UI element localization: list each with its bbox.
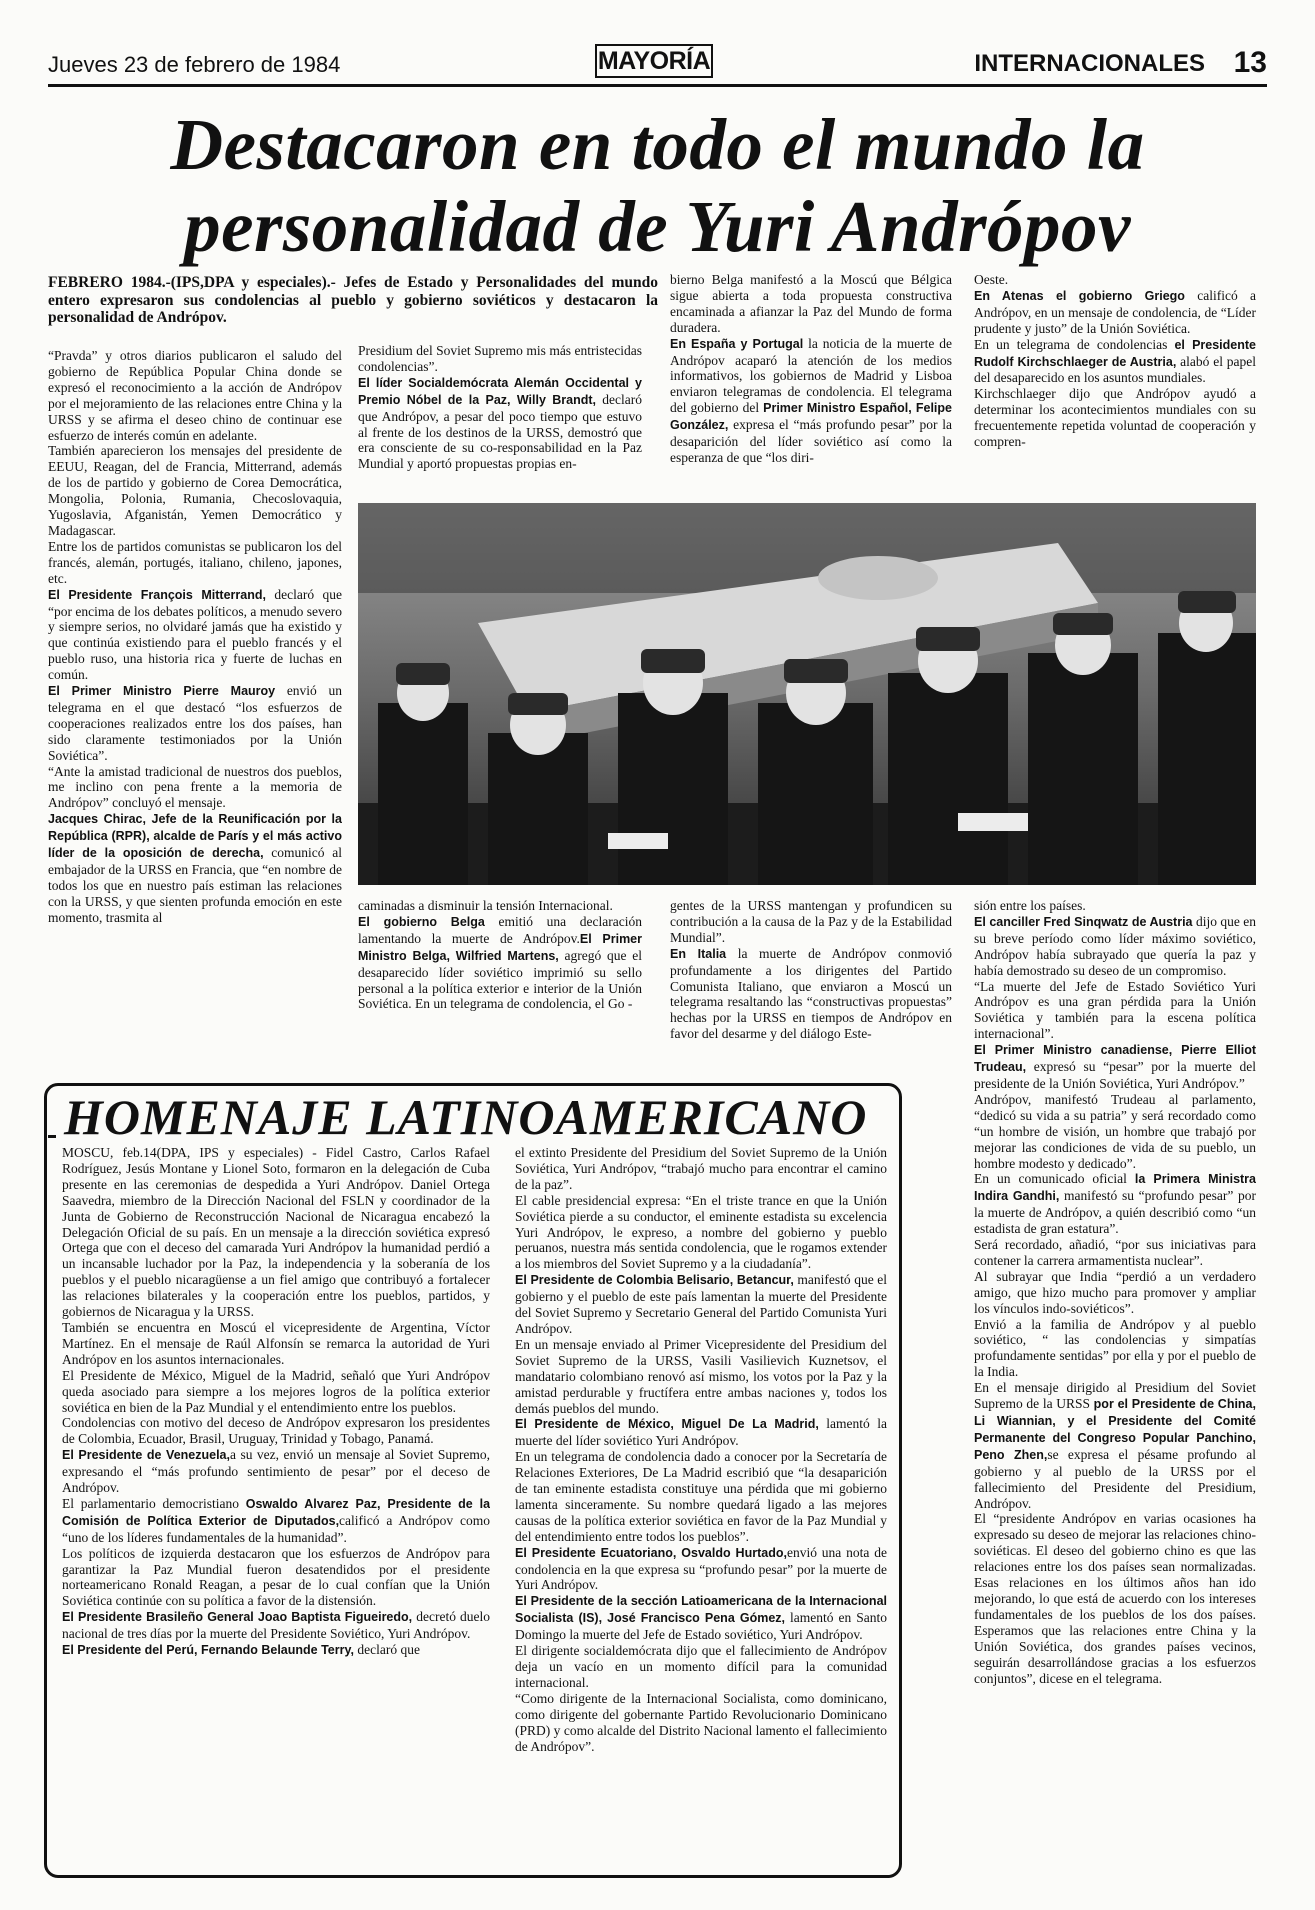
- bold-lead-in: El Presidente del Perú, Fernando Belaunde Terry,: [62, 1643, 354, 1658]
- section-name: INTERNACIONALES: [974, 50, 1205, 77]
- paragraph-text: declaró que Andrópov, a pesar del poco tiempo que estuvo al frente de los destinos de la URSS, demostró que era consciente de su co-responsabilidad en la Paz Mundial y aportó propuestas propias en-: [358, 391, 642, 472]
- paragraph: [62, 1447, 490, 1496]
- paragraph: Los políticos de izquierda destacaron que los esfuerzos de Andrópov para garantizar la Paz Mundial fueron desatendidos por el presidente norteamericano Ronald Reagan, a pesar de lo cual confían que la Unión Soviética continúe con su política a favor de la distensión.: [62, 1545, 490, 1609]
- paragraph: [48, 587, 342, 683]
- page-number: 13: [1233, 46, 1267, 79]
- homenaje-column-2: [515, 1145, 887, 1867]
- paragraph: [515, 1593, 887, 1643]
- bold-lead-in: El Presidente de Venezuela,: [62, 1448, 230, 1463]
- photo-illustration: [358, 503, 1256, 885]
- article-lead: FEBRERO 1984.-(IPS,DPA y especiales).- Jefes de Estado y Personalidades del mundo entero expresaron sus condolencias al pueblo y gobierno soviéticos y destacaron la personalidad de Andrópov.: [48, 274, 658, 326]
- bold-lead-in: En Atenas el gobierno Griego: [974, 288, 1185, 303]
- column-3-bottom: [670, 898, 952, 1066]
- bold-lead-in: Primer Ministro Español, Felipe González,: [670, 401, 952, 433]
- bold-lead-in: El Presidente Brasileño General Joao Baptista Figueiredo,: [62, 1610, 413, 1625]
- paragraph: caminadas a disminuir la tensión Internacional.: [358, 898, 613, 913]
- column-1: [48, 348, 342, 1068]
- paragraph: “Ante la amistad tradicional de nuestros dos pueblos, me inclino con pena frente a la memoria de Andrópov” concluyó el mensaje.: [48, 763, 342, 811]
- bold-lead-in: El líder Socialdemócrata Alemán Occidental y Premio Nóbel de la Paz, Willy Brandt,: [358, 375, 642, 407]
- paragraph: [974, 914, 1256, 979]
- paragraph-text: comunicó al embajador de la URSS en Francia, que “en nombre de todos los que en nuestro país estiman las relaciones con la URSS, y que sienten profunda emoción en este momento, trasmita al: [48, 845, 342, 925]
- paragraph: [515, 1416, 887, 1449]
- bold-lead-in: Oswaldo Alvarez Paz, Presidente de la Comisión de Política Exterior de Diputados,: [62, 1496, 490, 1528]
- paragraph: Condolencias con motivo del deceso de Andrópov expresaron los presidentes de Colombia, Ecuador, Brasil, Uruguay, Trinidad y Tobago, Panamá.: [62, 1415, 490, 1447]
- homenaje-column-1: [62, 1145, 490, 1867]
- paragraph: También se encuentra en Moscú el vicepresidente de Argentina, Víctor Martínez. En el mensaje de Raúl Alfonsín se remarca la autoridad de Yuri Andrópov en los asuntos internacionales.: [62, 1319, 490, 1367]
- paragraph: [48, 683, 342, 764]
- paragraph: [62, 1609, 490, 1642]
- paragraph-text: declaró que “por encima de los debates políticos, a menudo severo y siempre serios, no olvidaré jamás que ha existido y que continúa existiendo para el pueblo francés y el pueblo ruso, una historia rica y fuerte de luchas en común.: [48, 586, 342, 683]
- paragraph-text: alabó el papel del desaparecido en los asuntos mundiales.: [974, 353, 1256, 386]
- paragraph-text: En un comunicado oficial: [974, 1171, 1127, 1187]
- bold-lead-in: El Presidente Ecuatoriano, Osvaldo Hurtado,: [515, 1545, 787, 1560]
- paragraph-text: la muerte de Andrópov conmovió profundamente a los dirigentes del Partido Comunista Italiano, que enviaron a Moscú un telegrama resaltando las “constructivas propuestas” hechas por la URSS en tiempos de Andrópov en favor del desarme y del diálogo Este-: [670, 945, 952, 1042]
- paragraph: [515, 1272, 887, 1337]
- bold-lead-in: el Presidente Rudolf Kirchschlaeger de Austria,: [974, 337, 1256, 369]
- paragraph: [48, 811, 342, 925]
- article-headline: [60, 104, 1255, 268]
- paragraph: En un mensaje enviado al Primer Vicepresidente del Presidium del Soviet Supremo de la URSS, Vasili Vasilievich Kuznetsov, el mandatario colombiano renovó así mismo, los votos por la Paz y la amistad perdurable y fructífera entre ambas naciones y, todos los demás pueblos del mundo.: [515, 1336, 887, 1416]
- paragraph-text: decretó duelo nacional de tres días por la muerte del Presidente Soviético, Yuri Andrópov.: [62, 1609, 490, 1642]
- paragraph: [974, 1380, 1256, 1511]
- column-3-top: [670, 272, 952, 494]
- bold-lead-in: En Italia: [670, 946, 727, 961]
- paragraph: Entre los de partidos comunistas se publicaron los del francés, alemán, portugés, italiano, chileno, japones, etc.: [48, 538, 342, 586]
- page-header: [48, 48, 1267, 87]
- paragraph: [974, 288, 1256, 337]
- bold-lead-in: la Primera Ministra Indira Gandhi,: [974, 1172, 1256, 1204]
- paragraph: [670, 336, 952, 466]
- paragraph: Al subrayar que India “perdió a un verdadero amigo, que hizo mucho para promover y ampliar los vínculos indo-soviéticos”.: [974, 1268, 1256, 1316]
- paragraph: [358, 914, 642, 1012]
- paragraph: “La muerte del Jefe de Estado Soviético Yuri Andrópov es una gran pérdida para la Unión Soviética y también para la escena política internacional”.: [974, 978, 1256, 1042]
- paragraph-text: expresó su “pesar” por la muerte del presidente de la Unión Soviética, Yuri Andrópov.”: [974, 1059, 1256, 1091]
- paragraph: sión entre los países.: [974, 898, 1086, 913]
- paragraph: [62, 1496, 490, 1546]
- paragraph: [974, 337, 1256, 387]
- paragraph-text: En el mensaje dirigido al Presidium del Soviet Supremo de la URSS: [974, 1380, 1256, 1412]
- paragraph-text: dijo que en su breve período como líder máximo soviético, Andrópov había subrayado que quería la paz y había demostrado su deseo de un compromiso.: [974, 913, 1256, 978]
- bold-lead-in: Jacques Chirac, Jefe de la Reunificación por la República (RPR), alcalde de París y el más activo líder de la oposición de derecha,: [48, 812, 342, 861]
- paragraph: Kirchschlaeger dijo que Andrópov ayudó a determinar los acontecimientos mundiales con su frecuentemente repetida voluntad de cooperación y compren-: [974, 386, 1256, 450]
- headline-line-2: personalidad de Yuri Andrópov: [184, 186, 1131, 267]
- bold-lead-in: El Presidente François Mitterrand,: [48, 587, 266, 602]
- bold-lead-in: El canciller Fred Sinqwatz de Austria: [974, 914, 1193, 929]
- bold-lead-in: por el Presidente de China, Li Wiannian, y el Presidente del Comité Permanente del Congreso Popular Panchino, Peno Zhen,: [974, 1397, 1256, 1462]
- bold-lead-in: En España y Portugal: [670, 336, 804, 351]
- bold-lead-in: El Presidente de Colombia Belisario, Betancur,: [515, 1273, 794, 1288]
- column-4-top: [974, 272, 1256, 494]
- paragraph-text: se expresa el pésame profundo al gobierno y al pueblo de la URSS por el fallecimiento del Presidente del Presidium, Andrópov.: [974, 1446, 1256, 1511]
- paragraph-text: expresa el “más profundo pesar” por la desaparición del líder soviético así como la esperanza de que “los diri-: [670, 417, 952, 465]
- funeral-photo: [358, 503, 1256, 885]
- paragraph: Envió a la familia de Andrópov y al pueblo soviético, “ las condolencias y simpatías profundamente sentidas” por ella y por el pueblo de la India.: [974, 1316, 1256, 1380]
- paragraph: Será recordado, añadió, “por sus iniciativas para contener la carrera armamentista nuclear”.: [974, 1237, 1256, 1268]
- paragraph-text: lamentó la muerte del líder soviético Yuri Andrópov.: [515, 1416, 887, 1449]
- paragraph-text: manifestó su “profundo pesar” por la muerte de Andrópov, a quién describió como “un estadista de gran estatura”.: [974, 1188, 1256, 1237]
- column-2-bottom: [358, 898, 642, 1066]
- headline-line-1: Destacaron en todo el mundo la: [170, 104, 1145, 185]
- bold-lead-in: El Primer Ministro canadiense, Pierre Elliot Trudeau,: [974, 1043, 1256, 1075]
- paragraph: Andrópov, manifestó Trudeau al parlamento, “dedicó su vida a su patria” y será recordado como “un hombre de visión, un hombre que trabajó por mejorar las condiciones de vida de su pueblo, un hombre modesto y dedicado”.: [974, 1091, 1256, 1171]
- paragraph: Oeste.: [974, 272, 1009, 287]
- paragraph: gentes de la URSS mantengan y profundicen su contribución a la causa de la Paz y de la Estabilidad Mundial”.: [670, 898, 952, 945]
- paragraph: [974, 1171, 1256, 1237]
- paragraph-text: El parlamentario democristiano: [62, 1495, 239, 1511]
- paragraph: [515, 1545, 887, 1594]
- bold-lead-in: El Presidente de México, Miguel De La Madrid,: [515, 1417, 819, 1432]
- bold-lead-in: El Primer Ministro Belga, Wilfried Martens,: [358, 931, 642, 963]
- column-4: [974, 898, 1256, 1878]
- paragraph-text: emitió una declaración lamentando la muerte de Andrópov.: [358, 913, 642, 946]
- paragraph: MOSCU, feb.14(DPA, IPS y especiales) - Fidel Castro, Carlos Rafael Rodríguez, Jesús Montane y Lionel Soto, formaron en la delegación de Cuba presente en las ceremonias de despedida a Yuri Andrópov. Daniel Ortega Saavedra, miembro de la Dirección Nacional del FSLN y coordinador de la Junta de Gobierno de Reconstrucción Nacional de Nicaragua encabezó la Delegación Oficial de su país. En un mensaje a la dirección soviética expresó Ortega que con el deceso del camarada Yuri Andrópov la humanidad perdió a un incansable luchador por la Paz, la independencia y la soberanía de los pueblos y el pueblo nicaragüense a un fiel amigo que contribuyó a fortalecer las relaciones bilaterales y la cooperación entre los pueblos, partidos, y gobiernos de Nicaragua y la URSS.: [62, 1145, 490, 1320]
- paragraph-text: envió un telegrama en el que destacó “los esfuerzos de cooperaciones realizados entre los dos países, han sido claramente testimoniados por la Unión Soviética”.: [48, 683, 342, 763]
- paragraph: [62, 1642, 490, 1659]
- paragraph: El “presidente Andrópov en varias ocasiones ha expresado su deseo de mejorar las relaciones chino-soviéticas. El deseo del gobierno chino es que las relaciones entre los dos países sean normalizadas. Esas relaciones en los últimos años han ido mejorando, lo que está de acuerdo con los intereses fundamentales de los pueblos de los dos países. Esperamos que las relaciones entre China y la Unión Soviética, dos grandes países vecinos, seguirán desarrollándose gracias a los esfuerzos conjuntos”, dicese en el telegrama.: [974, 1511, 1256, 1686]
- paragraph: Presidium del Soviet Supremo mis más entristecidas condolencias”.: [358, 343, 642, 374]
- paragraph-text: calificó a Andrópov, en un mensaje de condolencia, de “Líder prudente y justo” de la Unión Soviética.: [974, 287, 1256, 336]
- paragraph: “Pravda” y otros diarios publicaron el saludo del gobierno de República Popular China donde se expresó el reconocimiento a la acción de Andrópov por el mejoramiento de las relaciones entre China y la URSS y se afirma el deseo chino de continuar ese esfuerzo de interés común en adelante.: [48, 348, 342, 443]
- paragraph-text: calificó a Andrópov como “uno de los líderes fundamentales de la humanidad”.: [62, 1512, 490, 1545]
- bold-lead-in: El Presidente de la sección Latioamericana de la Internacional Socialista (IS), José Francisco Pena Gómez,: [515, 1594, 887, 1626]
- paragraph: “Como dirigente de la Internacional Socialista, como dominicano, como dirigente del gobernante Partido Revolucionario Dominicano (PRD) y como alcalde del Distrito Nacional lamento el fallecimiento de Andrópov”.: [515, 1690, 887, 1754]
- paragraph: el extinto Presidente del Presidium del Soviet Supremo de la Unión Soviética, Yuri Andrópov, “trabajó mucho para encontrar el camino de la paz”.: [515, 1145, 887, 1192]
- paragraph-text: la noticia de la muerte de Andrópov acaparó la atención de los medios informativos, los gobiernos de Madrid y Lisboa enviaron telegramas de condolencia. El telegrama del gobierno del: [670, 335, 952, 416]
- paragraph: [670, 946, 952, 1042]
- newspaper-logo: MAYORÍA: [595, 44, 713, 78]
- paragraph: En un telegrama de condolencia dado a conocer por la Secretaría de Relaciones Exteriores, De La Madrid escribió que “la desaparición de tan eminente estadista constituye una pérdida que mi gobierno lamenta sinceramente. Su nombre quedará ligado a las mejores causas de la política exterior soviética en favor de la Paz Mundial y del entendimiento entre todos los pueblos”.: [515, 1449, 887, 1544]
- paragraph-text: En un telegrama de condolencias: [974, 336, 1168, 352]
- paragraph-text: declaró que: [357, 1642, 420, 1658]
- paragraph: [358, 375, 642, 472]
- homenaje-title: HOMENAJE LATINOAMERICANO: [56, 1088, 875, 1146]
- paragraph: El Presidente de México, Miguel de la Madrid, señaló que Yuri Andrópov queda asociado para siempre a los mejores logros de la política exterior soviética en bien de la Paz Mundial y el entendimiento entre los pueblos.: [62, 1367, 490, 1415]
- column-2-top: [358, 343, 642, 495]
- paragraph: El cable presidencial expresa: “En el triste trance en que la Unión Soviética pierde a su conductor, el eminente estadista su excelencia Yuri Andrópov, le expreso, a nombre del gobierno y pueblo peruanos, nuestra más sentida condolencia, que le rogamos extender a los miembros del Soviet Supremo y a la ciudadanía”.: [515, 1192, 887, 1272]
- paragraph-text: lamentó en Santo Domingo la muerte del Jefe de Estado soviético, Yuri Andrópov.: [515, 1610, 887, 1643]
- paragraph: [974, 1042, 1256, 1092]
- paragraph: También aparecieron los mensajes del presidente de EEUU, Reagan, del de Francia, Mitterrand, además de los de partido y gobierno de Corea Democrática, Mongolia, Polonia, Rumania, Checoslovaquia, Yugoslavia, Afganistán, Yemen Democrático y Madagascar.: [48, 443, 342, 538]
- bold-lead-in: El Primer Ministro Pierre Mauroy: [48, 684, 276, 699]
- issue-date: Jueves 23 de febrero de 1984: [48, 52, 341, 77]
- bold-lead-in: El gobierno Belga: [358, 914, 485, 929]
- paragraph-text: envió una nota de condolencia en la que expresa su “profundo pesar” por la muerte de Yuri Andrópov.: [515, 1544, 887, 1593]
- paragraph-text: a su vez, envió un mensaje al Soviet Supremo, expresando el “más profundo sentimiento de pesar” por el deceso de Andrópov.: [62, 1447, 490, 1496]
- paragraph: bierno Belga manifestó a la Moscú que Bélgica sigue abierta a toda propuesta constructiva encaminada a afianzar la Paz del Mundo de forma duradera.: [670, 272, 952, 335]
- paragraph: El dirigente socialdemócrata dijo que el fallecimiento de Andrópov deja un vacío en un momento difícil para la comunidad internacional.: [515, 1643, 887, 1690]
- paragraph-text: manifestó que el gobierno y el pueblo de este país lamentan la muerte del Presidente del Soviet Supremo y Secretario General del Partido Comunista Yuri Andrópov.: [515, 1272, 887, 1336]
- paragraph-text: agregó que el desaparecido líder soviético imprimió su sello personal a la política exterior e interior de la Unión Soviética. En un telegrama de condolencia, el Go -: [358, 947, 642, 1012]
